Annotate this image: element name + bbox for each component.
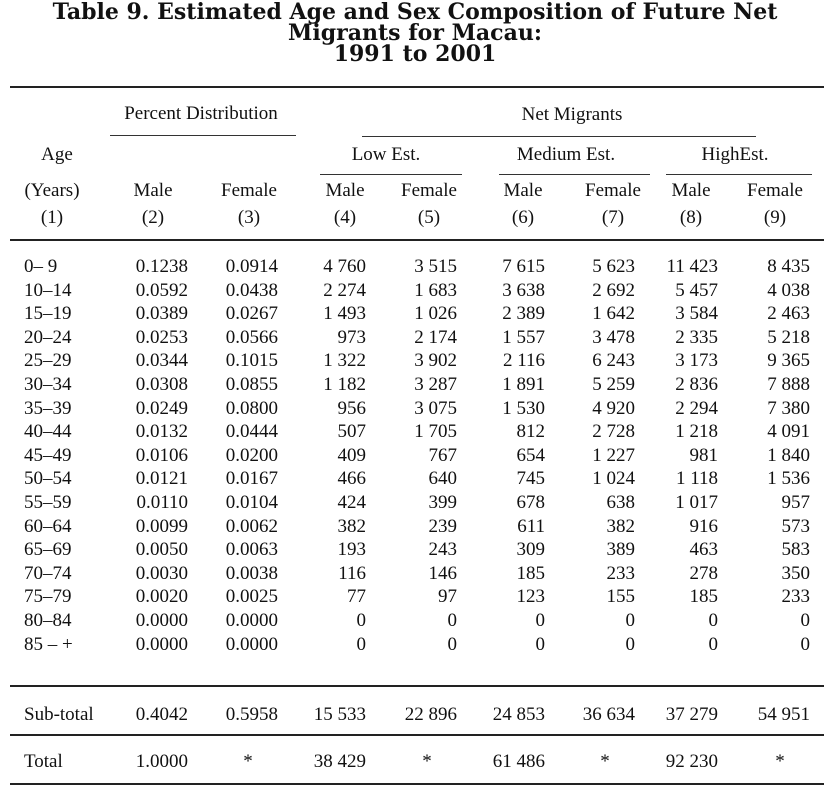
age-group-cell: 15–19 (24, 303, 72, 325)
table-cell: 11 423 (666, 256, 718, 277)
table-cell: 0.0800 (225, 397, 278, 419)
table-cell: 640 (428, 468, 457, 490)
table-cell: 1 182 (323, 374, 366, 395)
column-header-number: (7) (601, 207, 625, 228)
column-header-label: Female (401, 180, 457, 201)
table-cell: 573 (781, 515, 810, 537)
table-cell: 3 478 (592, 326, 635, 348)
table-cell: 3 902 (414, 350, 457, 372)
total-cell: 92 230 (665, 751, 718, 772)
table-cell: 0.0110 (136, 492, 188, 513)
header-percent-distribution: Percent Distribution (124, 103, 278, 124)
table-cell: 9 365 (767, 350, 810, 372)
table-cell: 0 (800, 633, 810, 655)
table-cell: 185 (516, 562, 545, 584)
table-cell: 0.0855 (225, 374, 278, 395)
table-cell: 2 335 (675, 326, 718, 348)
table-cell: 0 (708, 610, 718, 631)
column-header-label: Female (747, 180, 803, 201)
table-cell: 2 728 (592, 421, 635, 443)
subtotal-cell: 24 853 (492, 704, 545, 725)
table-cell: 1 683 (414, 279, 457, 301)
table-cell: 1 493 (323, 303, 366, 325)
table-cell: 0.0062 (225, 515, 278, 537)
age-group-cell: 10–14 (24, 279, 72, 301)
table-cell: 0.0249 (135, 397, 188, 419)
table-cell: 77 (347, 586, 366, 608)
total-cell: * (422, 751, 432, 772)
table-title (0, 2, 830, 65)
top-rule (10, 86, 824, 88)
total-rule (10, 734, 824, 736)
table-cell: 1 642 (592, 303, 635, 325)
table-cell: 0.0121 (135, 468, 188, 490)
table-cell: 0.0267 (225, 303, 278, 325)
table-cell: 278 (689, 562, 718, 584)
table-cell: 4 760 (323, 256, 366, 277)
table-cell: 2 463 (767, 303, 810, 325)
age-group-cell: 0– 9 (24, 256, 58, 277)
column-header-number: (8) (679, 207, 703, 228)
table-cell: 399 (428, 492, 457, 513)
table-cell: 0.0167 (225, 468, 278, 490)
table-cell: 0.0592 (135, 279, 188, 301)
table-cell: 0 (447, 633, 457, 655)
table-cell: 2 294 (675, 397, 718, 419)
table-cell: 233 (606, 562, 635, 584)
table-cell: 146 (428, 562, 457, 584)
table-cell: 1 227 (592, 444, 635, 466)
table-cell: 0 (356, 610, 366, 631)
header-years: (Years) (24, 180, 80, 201)
table-cell: 0.0253 (135, 326, 188, 348)
table-cell: 155 (606, 586, 635, 608)
table-cell: 239 (428, 515, 457, 537)
age-group-cell: 80–84 (24, 610, 72, 631)
table-cell: 0.0099 (135, 515, 188, 537)
table-cell: 2 389 (502, 303, 545, 325)
total-label: Total (24, 751, 63, 772)
table-cell: 0.0025 (225, 586, 278, 608)
table-cell: 8 435 (767, 256, 810, 277)
age-group-cell: 40–44 (24, 421, 72, 443)
table-cell: 1 026 (414, 303, 457, 325)
age-group-cell: 50–54 (24, 468, 72, 490)
table-cell: 0.0566 (225, 326, 278, 348)
column-header-label: Female (221, 180, 277, 201)
table-cell: 3 173 (675, 350, 718, 372)
table-cell: 0.1238 (135, 256, 188, 277)
subtotal-label: Sub-total (24, 704, 94, 725)
age-group-cell: 75–79 (24, 586, 72, 608)
table-cell: 916 (689, 515, 718, 537)
table-cell: 0.0344 (135, 350, 188, 372)
table-cell: 4 038 (767, 279, 810, 301)
table-cell: 0 (447, 610, 457, 631)
table-cell: 233 (781, 586, 810, 608)
table-cell: 1 017 (675, 492, 718, 513)
table-cell: 0 (708, 633, 718, 655)
table-cell: 185 (689, 586, 718, 608)
table-cell: 654 (516, 444, 545, 466)
table-cell: 1 891 (502, 374, 545, 395)
table-cell: 2 274 (323, 279, 366, 301)
table-cell: 0.0000 (225, 633, 278, 655)
table-cell: 5 218 (767, 326, 810, 348)
table-cell: 0 (356, 633, 366, 655)
table-cell: 0 (535, 610, 545, 631)
table-cell: 5 623 (592, 256, 635, 277)
subtotal-rule (10, 685, 824, 687)
title-line-3: 1991 to 2001 (333, 41, 497, 67)
table-cell: 123 (516, 586, 545, 608)
table-cell: 1 530 (502, 397, 545, 419)
low-est-rule (320, 174, 462, 175)
table-cell: 2 836 (675, 374, 718, 395)
table-cell: 0.0104 (225, 492, 278, 513)
column-header-label: Female (585, 180, 641, 201)
age-group-cell: 60–64 (24, 515, 72, 537)
table-cell: 350 (781, 562, 810, 584)
column-header-number: (5) (417, 207, 441, 228)
header-age-num: (1) (40, 207, 64, 228)
column-header-number: (3) (237, 207, 261, 228)
table-cell: 0 (535, 633, 545, 655)
table-cell: 5 259 (592, 374, 635, 395)
table-cell: 3 638 (502, 279, 545, 301)
table-cell: 583 (781, 539, 810, 561)
table-cell: 611 (517, 515, 545, 537)
table-cell: 389 (606, 539, 635, 561)
subtotal-cell: 15 533 (313, 704, 366, 725)
table-cell: 0.0063 (225, 539, 278, 561)
table-cell: 3 515 (414, 256, 457, 277)
table-cell: 382 (337, 515, 366, 537)
table-cell: 463 (689, 539, 718, 561)
total-cell: * (600, 751, 610, 772)
table-cell: 0.0020 (135, 586, 188, 608)
column-header-number: (9) (763, 207, 787, 228)
table-cell: 0.0000 (135, 633, 188, 655)
table-cell: 424 (337, 492, 366, 513)
header-low-est: Low Est. (351, 144, 421, 165)
table-cell: 4 091 (767, 421, 810, 443)
column-header-label: Male (671, 180, 711, 201)
total-cell: 38 429 (313, 751, 366, 772)
table-cell: 466 (337, 468, 366, 490)
table-cell: 0.0038 (225, 562, 278, 584)
table-cell: 1 322 (323, 350, 366, 372)
age-group-cell: 30–34 (24, 374, 72, 395)
table-cell: 4 920 (592, 397, 635, 419)
table-cell: 0.0389 (135, 303, 188, 325)
subtotal-cell: 37 279 (665, 704, 718, 725)
table-cell: 1 218 (675, 421, 718, 443)
total-cell: * (243, 751, 253, 772)
subtotal-cell: 0.4042 (135, 704, 188, 725)
table-cell: 0.1015 (225, 350, 278, 372)
age-group-cell: 70–74 (24, 562, 72, 584)
bottom-rule (10, 783, 824, 785)
age-group-cell: 35–39 (24, 397, 72, 419)
table-cell: 0 (800, 610, 810, 631)
table-cell: 97 (438, 586, 457, 608)
table-cell: 957 (781, 492, 810, 513)
table-cell: 382 (606, 515, 635, 537)
table-cell: 2 174 (414, 326, 457, 348)
net-migrants-rule (362, 136, 756, 137)
title-line-1: Table 9. Estimated Age and Sex Composition of Future Net (52, 0, 778, 25)
table-cell: 0.0000 (135, 610, 188, 631)
age-group-cell: 20–24 (24, 326, 72, 348)
header-net-migrants: Net Migrants (521, 104, 623, 125)
age-group-cell: 85 – + (24, 633, 73, 655)
table-cell: 0 (625, 610, 635, 631)
table-cell: 973 (337, 326, 366, 348)
table-cell: 1 118 (675, 468, 718, 490)
table-cell: 1 705 (414, 421, 457, 443)
subtotal-cell: 36 634 (582, 704, 635, 725)
table-cell: 243 (428, 539, 457, 561)
table-cell: 0.0132 (135, 421, 188, 443)
column-header-label: Male (325, 180, 365, 201)
header-high-est: HighEst. (701, 144, 769, 165)
table-cell: 638 (606, 492, 635, 513)
table-cell: 309 (516, 539, 545, 561)
total-cell: 1.0000 (135, 751, 188, 772)
table-cell: 193 (337, 539, 366, 561)
table-cell: 1 557 (502, 326, 545, 348)
high-est-rule (666, 174, 812, 175)
table-cell: 7 615 (502, 256, 545, 277)
table-cell: 2 116 (502, 350, 545, 372)
table-cell: 956 (337, 397, 366, 419)
table-cell: 5 457 (675, 279, 718, 301)
subtotal-cell: 54 951 (757, 704, 810, 725)
title-line-2: Migrants for Macau: (288, 20, 542, 46)
medium-est-rule (499, 174, 650, 175)
table-cell: 2 692 (592, 279, 635, 301)
table-cell: 745 (516, 468, 545, 490)
column-header-number: (4) (333, 207, 357, 228)
table-cell: 1 536 (767, 468, 810, 490)
table-cell: 1 840 (767, 444, 810, 466)
subtotal-cell: 22 896 (404, 704, 457, 725)
table-cell: 812 (516, 421, 545, 443)
column-header-label: Male (133, 180, 173, 201)
table-cell: 507 (337, 421, 366, 443)
table-cell: 981 (689, 444, 718, 466)
column-header-number: (2) (141, 207, 165, 228)
subtotal-cell: 0.5958 (225, 704, 278, 725)
header-rule (10, 239, 824, 241)
age-group-cell: 25–29 (24, 350, 72, 372)
age-group-cell: 65–69 (24, 539, 72, 561)
column-header-number: (6) (511, 207, 535, 228)
table-cell: 767 (428, 444, 457, 466)
total-cell: * (775, 751, 785, 772)
table-cell: 3 287 (414, 374, 457, 395)
total-cell: 61 486 (492, 751, 545, 772)
table-cell: 3 075 (414, 397, 457, 419)
percent-distribution-rule (110, 135, 296, 136)
table-cell: 0 (625, 633, 635, 655)
table-cell: 3 584 (675, 303, 718, 325)
table-cell: 0.0106 (135, 444, 188, 466)
table-cell: 1 024 (592, 468, 635, 490)
table-cell: 409 (337, 444, 366, 466)
table-cell: 0.0308 (135, 374, 188, 395)
table-cell: 0.0200 (225, 444, 278, 466)
header-age: Age (41, 144, 73, 165)
table-cell: 0.0030 (135, 562, 188, 584)
table-cell: 0.0914 (225, 256, 278, 277)
table-cell: 7 380 (767, 397, 810, 419)
table-cell: 0.0050 (135, 539, 188, 561)
column-header-label: Male (503, 180, 543, 201)
table-cell: 6 243 (592, 350, 635, 372)
age-group-cell: 55–59 (24, 492, 72, 513)
table-cell: 0.0438 (225, 279, 278, 301)
table-cell: 0.0000 (225, 610, 278, 631)
table-cell: 0.0444 (225, 421, 278, 443)
table-cell: 116 (338, 562, 366, 584)
table-cell: 7 888 (767, 374, 810, 395)
header-medium-est: Medium Est. (516, 144, 616, 165)
age-group-cell: 45–49 (24, 444, 72, 466)
table-cell: 678 (516, 492, 545, 513)
